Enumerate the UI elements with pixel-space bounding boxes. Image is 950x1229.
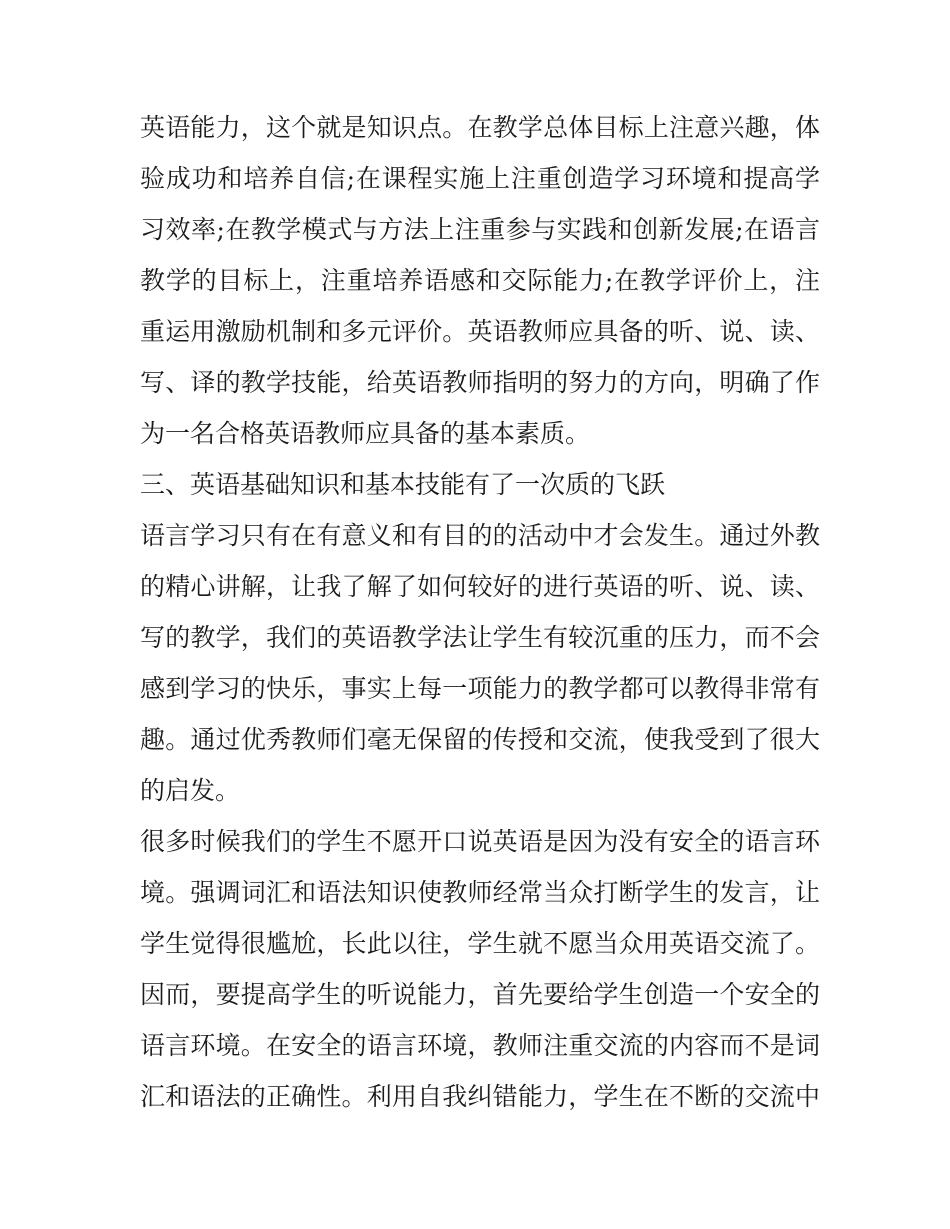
text-line: 写的教学，我们的英语教学法让学生有较沉重的压力，而不会 (140, 623, 820, 652)
text-line: 境。强调词汇和语法知识使教师经常当众打断学生的发言，让 (140, 878, 820, 907)
text-line: 验成功和培养自信;在课程实施上注重创造学习环境和提高学 (140, 164, 820, 193)
text-line: 趣。通过优秀教师们毫无保留的传授和交流，使我受到了很大 (140, 725, 820, 754)
section-heading: 三、英语基础知识和基本技能有了一次质的飞跃 (140, 470, 666, 499)
text-line: 英语能力，这个就是知识点。在教学总体目标上注意兴趣，体 (140, 113, 820, 142)
text-line: 重运用激励机制和多元评价。英语教师应具备的听、说、读、 (140, 317, 820, 346)
text-line: 语言学习只有在有意义和有目的的活动中才会发生。通过外教 (140, 521, 820, 550)
text-line: 写、译的教学技能，给英语教师指明的努力的方向，明确了作 (140, 368, 820, 397)
text-line: 的启发。 (140, 776, 241, 805)
text-line: 语言环境。在安全的语言环境，教师注重交流的内容而不是词 (140, 1031, 820, 1060)
text-line: 教学的目标上，注重培养语感和交际能力;在教学评价上，注 (140, 266, 820, 295)
text-line: 习效率;在教学模式与方法上注重参与实践和创新发展;在语言 (140, 215, 820, 244)
text-line: 学生觉得很尴尬，长此以往，学生就不愿当众用英语交流了。 (140, 929, 820, 958)
text-line: 为一名合格英语教师应具备的基本素质。 (140, 419, 591, 448)
text-line: 汇和语法的正确性。利用自我纠错能力，学生在不断的交流中 (140, 1082, 820, 1111)
text-line: 感到学习的快乐，事实上每一项能力的教学都可以教得非常有 (140, 674, 820, 703)
text-line: 很多时候我们的学生不愿开口说英语是因为没有安全的语言环 (140, 827, 820, 856)
text-line: 的精心讲解，让我了解了如何较好的进行英语的听、说、读、 (140, 572, 820, 601)
text-line: 因而，要提高学生的听说能力，首先要给学生创造一个安全的 (140, 980, 820, 1009)
